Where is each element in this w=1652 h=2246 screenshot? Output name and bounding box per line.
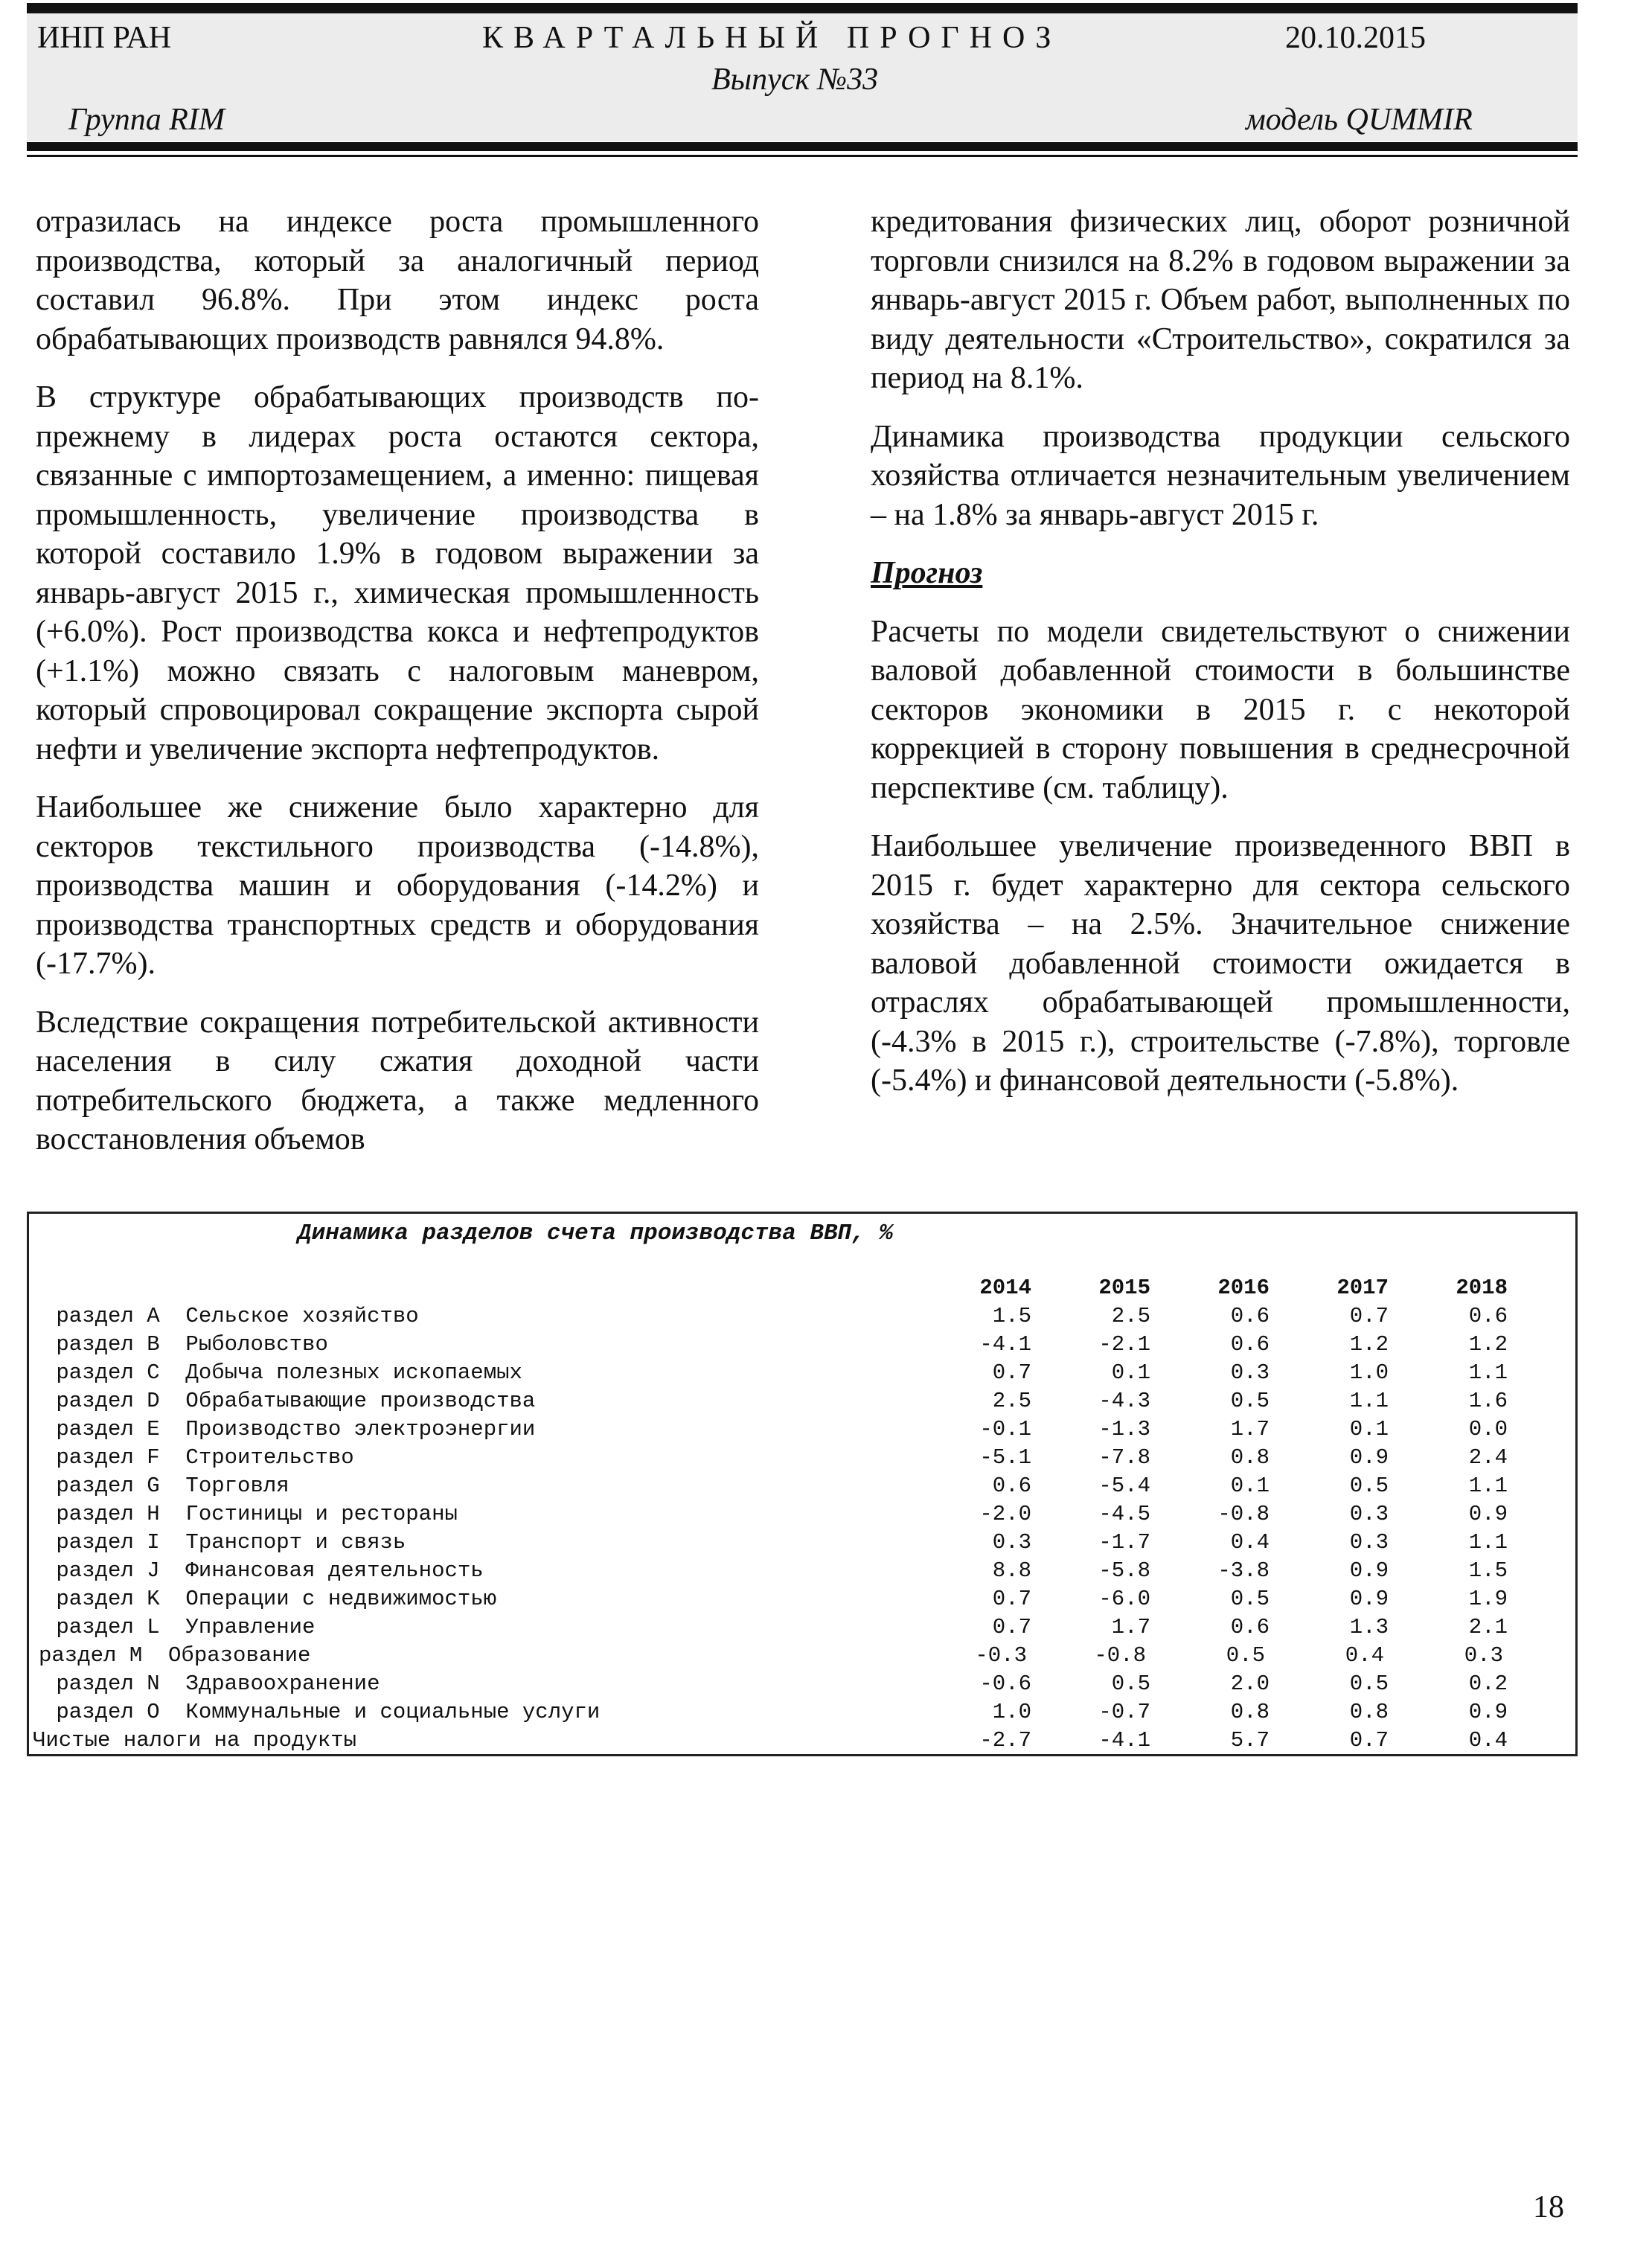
table-row — [0, 1615, 1652, 1643]
left-paragraph-3: Наибольшее же снижение было характерно для секторов текстильного производства (-14.8%), производства машин и оборудования (-14.2%) и производства транспортных средств и оборудования (-17.7%). — [36, 790, 759, 981]
table-cell-2016: 0.6 — [1230, 1332, 1270, 1357]
table-cell-2018: 2.4 — [1468, 1445, 1508, 1470]
table-cell-2014: -0.3 — [975, 1643, 1027, 1668]
table-cell-2015: 2.5 — [1111, 1304, 1150, 1328]
table-row-label: раздел N Здравоохранение — [43, 1671, 380, 1696]
right-column — [871, 202, 1570, 1120]
left-paragraph-2: В структуре обрабатывающих производств по-прежнему в лидерах роста остаются сектора, связанные с импортозамещением, а именно: пищевая промышленность, увеличение производства в которой составило 1.9% в годовом выражении за январь-август 2015 г., химическая промышленность (+6.0%). Рост производства кокса и нефтепродуктов (+1.1%) можно связать с налоговым маневром, который спровоцировал сокращение экспорта сырой нефти и увеличение экспорта нефтепродуктов. — [36, 380, 759, 767]
table-cell-2018: 1.1 — [1468, 1360, 1508, 1385]
header-model: модель QUMMIR — [1246, 103, 1473, 137]
table-cell-2015: -7.8 — [1098, 1445, 1150, 1470]
year-header-2018: 2018 — [1456, 1276, 1508, 1300]
table-cell-2014: 0.3 — [992, 1530, 1031, 1555]
left-paragraph-4: Вследствие сокращения потребительской активности населения в силу сжатия доходной части потребительского бюджета, а также медленного восстановления объемов — [36, 1005, 759, 1156]
table-cell-2017: 0.3 — [1349, 1530, 1389, 1555]
table-row-label: раздел J Финансовая деятельность — [43, 1558, 484, 1583]
table-cell-2015: 0.5 — [1111, 1671, 1150, 1696]
table-cell-2017: 1.2 — [1349, 1332, 1389, 1357]
table-cell-2018: 0.6 — [1468, 1304, 1508, 1328]
table-cell-2016: 0.8 — [1230, 1445, 1270, 1470]
table-cell-2018: 0.4 — [1468, 1728, 1508, 1753]
table-cell-2018: 0.0 — [1468, 1417, 1508, 1442]
table-row — [0, 1445, 1652, 1474]
table-cell-2014: 0.7 — [992, 1587, 1031, 1611]
table-cell-2018: 1.9 — [1468, 1587, 1508, 1611]
table-row-label: раздел L Управление — [43, 1615, 316, 1639]
right-paragraph-1: кредитования физических лиц, оборот розничной торговли снизился на 8.2% в годовом выражении за январь-август 2015 г. Объем работ, выполненных по виду деятельности «Строительство», сократился за период на 8.1%. — [871, 205, 1570, 395]
table-cell-2017: 0.7 — [1349, 1728, 1389, 1753]
table-cell-2016: 2.0 — [1230, 1671, 1270, 1696]
table-cell-2017: 0.4 — [1345, 1643, 1384, 1668]
table-row-label: раздел M Образование — [39, 1643, 311, 1668]
table-row-label: раздел I Транспорт и связь — [43, 1530, 406, 1555]
table-cell-2014: 1.0 — [992, 1700, 1031, 1724]
table-cell-2016: 1.7 — [1230, 1417, 1270, 1442]
table-cell-2014: -0.1 — [979, 1417, 1031, 1442]
table-cell-2016: 0.1 — [1230, 1474, 1270, 1498]
header-group: Группа RIM — [68, 103, 225, 137]
table-cell-2017: 0.9 — [1349, 1445, 1389, 1470]
table-cell-2018: 0.9 — [1468, 1502, 1508, 1526]
table-cell-2018: 0.2 — [1468, 1671, 1508, 1696]
table-cell-2015: -4.3 — [1098, 1389, 1150, 1413]
table-cell-2017: 0.8 — [1349, 1700, 1389, 1724]
table-cell-2014: -2.0 — [979, 1502, 1031, 1526]
table-cell-2017: 0.3 — [1349, 1502, 1389, 1526]
table-cell-2014: -4.1 — [979, 1332, 1031, 1357]
header-top-rule — [27, 3, 1578, 13]
table-cell-2015: 1.7 — [1111, 1615, 1150, 1639]
table-row-label: раздел B Рыболовство — [43, 1332, 328, 1357]
forecast-heading: Прогноз — [871, 556, 983, 590]
table-cell-2014: 2.5 — [992, 1389, 1031, 1413]
table-cell-2017: 0.5 — [1349, 1474, 1389, 1498]
table-row-label: раздел E Производство электроэнергии — [43, 1417, 536, 1442]
header-date: 20.10.2015 — [1285, 21, 1426, 55]
header-thin-rule — [27, 155, 1578, 157]
table-row — [0, 1417, 1652, 1445]
table-cell-2015: -1.3 — [1098, 1417, 1150, 1442]
table-cell-2015: -2.1 — [1098, 1332, 1150, 1357]
table-cell-2014: -5.1 — [979, 1445, 1031, 1470]
year-header-2015: 2015 — [1098, 1276, 1150, 1300]
year-header-2016: 2016 — [1217, 1276, 1270, 1300]
table-cell-2017: 0.5 — [1349, 1671, 1389, 1696]
table-cell-2016: 0.4 — [1230, 1530, 1270, 1555]
table-cell-2016: 0.5 — [1226, 1643, 1265, 1668]
table-cell-2015: -5.8 — [1098, 1558, 1150, 1583]
table-cell-2016: 0.5 — [1230, 1587, 1270, 1611]
table-cell-2015: -5.4 — [1098, 1474, 1150, 1498]
table-row-label: раздел C Добыча полезных ископаемых — [43, 1360, 522, 1385]
table-cell-2016: 0.8 — [1230, 1700, 1270, 1724]
table-row — [0, 1643, 1652, 1671]
table-cell-2015: -4.1 — [1098, 1728, 1150, 1753]
right-paragraph-4: Наибольшее увеличение произведенного ВВП в 2015 г. будет характерно для сектора сельского хозяйства – на 2.5%. Значительное снижение валовой добавленной стоимости ожидается в отраслях обрабатывающей промышленности, (-4.3% в 2015 г.), строительстве (-7.8%), торговле (-5.4%) и финансовой деятельности (-5.8%). — [871, 829, 1570, 1098]
header-bottom-rule — [27, 142, 1578, 151]
table-cell-2016: -0.8 — [1217, 1502, 1270, 1526]
table-row — [0, 1502, 1652, 1530]
table-cell-2016: 0.6 — [1230, 1615, 1270, 1639]
table-row — [0, 1728, 1652, 1756]
table-cell-2014: 1.5 — [992, 1304, 1031, 1328]
gdp-table-title: Динамика разделов счета производства ВВП, % — [298, 1220, 893, 1247]
table-cell-2017: 1.0 — [1349, 1360, 1389, 1385]
table-row — [0, 1332, 1652, 1360]
table-cell-2018: 1.5 — [1468, 1558, 1508, 1583]
table-cell-2015: 0.1 — [1111, 1360, 1150, 1385]
table-cell-2018: 1.1 — [1468, 1474, 1508, 1498]
year-header-2017: 2017 — [1336, 1276, 1389, 1300]
right-paragraph-2: Динамика производства продукции сельского хозяйства отличается незначительным увеличением – на 1.8% за январь-август 2015 г. — [871, 419, 1570, 532]
table-cell-2015: -6.0 — [1098, 1587, 1150, 1611]
right-paragraph-3: Расчеты по модели свидетельствуют о снижении валовой добавленной стоимости в большинстве секторов экономики в 2015 г. с некоторой коррекцией в сторону повышения в среднесрочной перспективе (см. таблицу). — [871, 614, 1570, 805]
header-org: ИНП РАН — [37, 21, 172, 55]
table-cell-2014: -0.6 — [979, 1671, 1031, 1696]
table-row-label: Чистые налоги на продукты — [33, 1728, 357, 1753]
table-cell-2018: 1.6 — [1468, 1389, 1508, 1413]
header-title: КВАРТАЛЬНЫЙ ПРОГНОЗ — [482, 21, 1062, 55]
table-row — [0, 1474, 1652, 1502]
table-row-label: раздел K Операции с недвижимостью — [43, 1587, 497, 1611]
table-cell-2015: -4.5 — [1098, 1502, 1150, 1526]
table-cell-2018: 0.3 — [1464, 1643, 1503, 1668]
table-cell-2017: 0.7 — [1349, 1304, 1389, 1328]
table-cell-2015: -0.7 — [1098, 1700, 1150, 1724]
table-cell-2017: 0.9 — [1349, 1558, 1389, 1583]
table-cell-2016: 0.5 — [1230, 1389, 1270, 1413]
table-row — [0, 1530, 1652, 1558]
table-row — [0, 1671, 1652, 1700]
table-row — [0, 1587, 1652, 1615]
table-cell-2017: 1.1 — [1349, 1389, 1389, 1413]
table-cell-2016: 5.7 — [1230, 1728, 1270, 1753]
table-cell-2017: 0.9 — [1349, 1587, 1389, 1611]
table-row-label: раздел D Обрабатывающие производства — [43, 1389, 536, 1413]
table-cell-2014: 8.8 — [992, 1558, 1031, 1583]
year-header-2014: 2014 — [979, 1276, 1031, 1300]
table-cell-2018: 2.1 — [1468, 1615, 1508, 1639]
table-cell-2014: 0.7 — [992, 1615, 1031, 1639]
table-row-label: раздел G Торговля — [43, 1474, 289, 1498]
table-cell-2018: 0.9 — [1468, 1700, 1508, 1724]
table-cell-2016: 0.3 — [1230, 1360, 1270, 1385]
table-row-label: раздел O Коммунальные и социальные услуги — [43, 1700, 601, 1724]
header-issue: Выпуск №33 — [711, 63, 879, 97]
table-row — [0, 1558, 1652, 1587]
left-paragraph-1: отразилась на индексе роста промышленного производства, который за аналогичный период составил 96.8%. При этом индекс роста обрабатывающих производств равнялся 94.8%. — [36, 205, 759, 356]
table-cell-2015: -0.8 — [1094, 1643, 1146, 1668]
table-row — [0, 1360, 1652, 1389]
table-row-label: раздел F Строительство — [43, 1445, 354, 1470]
table-row-label: раздел A Сельское хозяйство — [43, 1304, 419, 1328]
table-cell-2017: 0.1 — [1349, 1417, 1389, 1442]
table-cell-2014: -2.7 — [979, 1728, 1031, 1753]
table-cell-2018: 1.2 — [1468, 1332, 1508, 1357]
table-row — [0, 1700, 1652, 1728]
table-cell-2017: 1.3 — [1349, 1615, 1389, 1639]
table-row-label: раздел H Гостиницы и рестораны — [43, 1502, 458, 1526]
table-cell-2014: 0.7 — [992, 1360, 1031, 1385]
table-row — [0, 1304, 1652, 1332]
table-row — [0, 1389, 1652, 1417]
table-cell-2016: 0.6 — [1230, 1304, 1270, 1328]
table-cell-2014: 0.6 — [992, 1474, 1031, 1498]
table-cell-2016: -3.8 — [1217, 1558, 1270, 1583]
table-cell-2018: 1.1 — [1468, 1530, 1508, 1555]
table-cell-2015: -1.7 — [1098, 1530, 1150, 1555]
page-number: 18 — [1533, 2190, 1564, 2224]
left-column — [36, 202, 759, 1179]
